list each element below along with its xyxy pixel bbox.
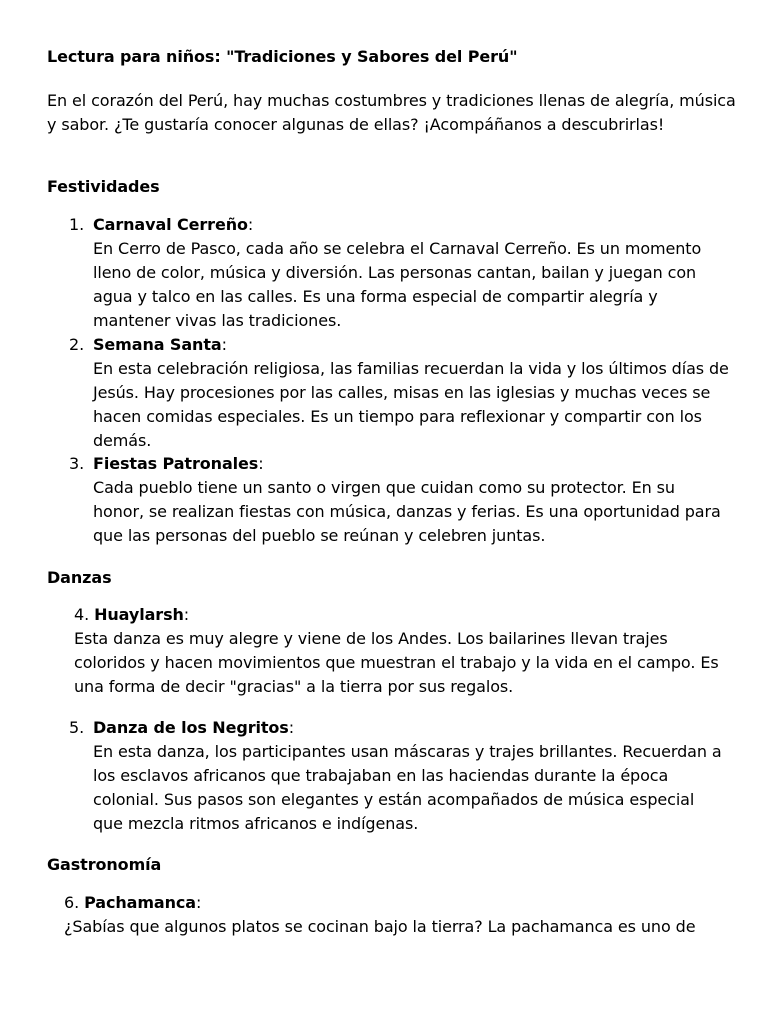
item-text: En Cerro de Pasco, cada año se celebra el Carnaval Cerreño. Es un momento lleno de color, música y diversión. Las personas cantan, bailan y juegan con agua y talco en las calles. Es una forma especial de compartir alegría y mantener vivas las tradiciones.: [93, 239, 702, 330]
list-number: 5.: [69, 718, 85, 737]
list-item-fiestas-patronales: [69, 452, 729, 548]
item-text: En esta celebración religiosa, las familias recuerdan la vida y los últimos días de Jesús. Hay procesiones por las calles, misas en las iglesias y muchas veces se hacen comidas especiales. Es un tiempo para reflexionar y compartir con los demás.: [93, 359, 729, 450]
item-colon: :: [221, 335, 227, 354]
item-colon: :: [288, 718, 295, 737]
item-label: Pachamanca: [84, 893, 196, 912]
list-number: 1.: [69, 215, 85, 234]
section-heading-gastronomia: Gastronomía: [47, 855, 162, 874]
item-colon: :: [247, 215, 254, 234]
section-heading-festividades: Festividades: [47, 177, 160, 196]
item-colon: :: [183, 605, 190, 624]
list-item-danza-de-los-negritos: [69, 716, 729, 836]
list-item-carnaval-cerreno: [69, 213, 729, 333]
list-number: 3.: [69, 454, 85, 473]
intro-paragraph: En el corazón del Perú, hay muchas costumbres y tradiciones llenas de alegría, música y sabor. ¿Te gustaría conocer algunas de ellas? ¡Acompáñanos a descubrirlas!: [47, 91, 736, 134]
list-number: 6.: [64, 893, 80, 912]
item-text: En esta danza, los participantes usan máscaras y trajes brillantes. Recuerdan a los esclavos africanos que trabajaban en las haciendas durante la época colonial. Sus pasos son elegantes y están acompañados de música especial que mezcla ritmos africanos e indígenas.: [93, 742, 722, 833]
item-text: ¿Sabías que algunos platos se cocinan bajo la tierra? La pachamanca es uno de: [64, 917, 696, 936]
item-text: Cada pueblo tiene un santo o virgen que cuidan como su protector. En su honor, se realizan fiestas con música, danzas y ferias. Es una oportunidad para que las personas del pueblo se reúnan y celebren juntas.: [93, 478, 721, 545]
page-title: Lectura para niños: "Tradiciones y Sabores del Perú": [47, 47, 518, 66]
list-item-pachamanca: [64, 891, 754, 939]
list-number: 4.: [74, 605, 90, 624]
item-colon: :: [196, 893, 202, 912]
list-number: 2.: [69, 335, 85, 354]
list-item-huaylarsh: [74, 603, 734, 699]
item-label: Semana Santa: [93, 335, 222, 354]
item-label: Huaylarsh: [94, 605, 184, 624]
item-label: Fiestas Patronales: [93, 454, 259, 473]
item-text: Esta danza es muy alegre y viene de los Andes. Los bailarines llevan trajes coloridos y hacen movimientos que muestran el trabajo y la vida en el campo. Es una forma de decir "gracias" a la tierra por sus regalos.: [74, 629, 719, 696]
item-label: Carnaval Cerreño: [93, 215, 248, 234]
list-item-semana-santa: [69, 333, 729, 453]
section-heading-danzas: Danzas: [47, 568, 112, 587]
item-colon: :: [258, 454, 264, 473]
item-label: Danza de los Negritos: [93, 718, 289, 737]
